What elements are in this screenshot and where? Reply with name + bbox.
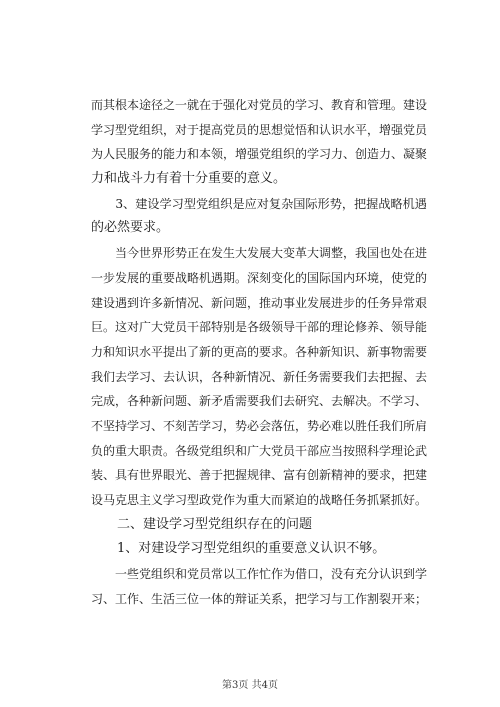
text-line: 建设遇到许多新情况、新问题，推动事业发展进步的任务异常艰 [91, 295, 428, 310]
body-text [91, 93, 427, 611]
text-line: 完成，各种新问题、新矛盾需要我们去研究、去解决。不学习、 [91, 394, 428, 409]
text-line: 装、具有世界眼光、善于把握规律、富有创新精神的要求，把建 [91, 468, 428, 483]
text-line: 设马克思主义学习型政党作为重大而紧迫的战略任务抓紧抓好。 [91, 493, 428, 507]
text-line: 不坚持学习、不刻苦学习，势必会落伍，势必难以胜任我们所肩 [91, 418, 428, 433]
text-line: 一些党组织和党员常以工作忙作为借口，没有充分认识到学 [91, 567, 428, 582]
text-line: 负的重大职责。各级党组织和广大党员干部应当按照科学理论武 [91, 443, 428, 458]
text-line: 我们去学习、去认识，各种新情况、新任务需要我们去把握、去 [91, 369, 428, 384]
text-line: 3、建设学习型党组织是应对复杂国际形势，把握战略机遇 [91, 196, 427, 211]
subsection-heading: 1、对建设学习型党组织的重要意义认识不够。 [91, 541, 386, 557]
text-line: 巨。这对广大党员干部特别是各级领导干部的理论修养、领导能 [91, 320, 428, 335]
text-line: 习、工作、生活三位一体的辩证关系，把学习与工作割裂开来； [91, 591, 428, 606]
page-number-footer: 第3页 共4页 [222, 680, 278, 691]
text-line: 力和战斗力有着十分重要的意义。 [91, 171, 287, 187]
text-line: 学习型党组织，对于提高党员的思想觉悟和认识水平，增强党员 [91, 122, 428, 137]
text-line: 为人民服务的能力和本领，增强党组织的学习力、创造力、凝聚 [91, 147, 428, 162]
section-heading: 二、建设学习型党组织存在的问题 [91, 516, 313, 532]
text-line: 当今世界形势正在发生大发展大变革大调整，我国也处在进 [91, 246, 428, 261]
text-line: 一步发展的重要战略机遇期。深刻变化的国际国内环境，使党的 [91, 270, 428, 285]
text-line: 而其根本途径之一就在于强化对党员的学习、教育和管理。建设 [91, 98, 428, 112]
text-line: 力和知识水平提出了新的更高的要求。各种新知识、新事物需要 [91, 344, 428, 359]
text-line: 的必然要求。 [91, 220, 170, 236]
